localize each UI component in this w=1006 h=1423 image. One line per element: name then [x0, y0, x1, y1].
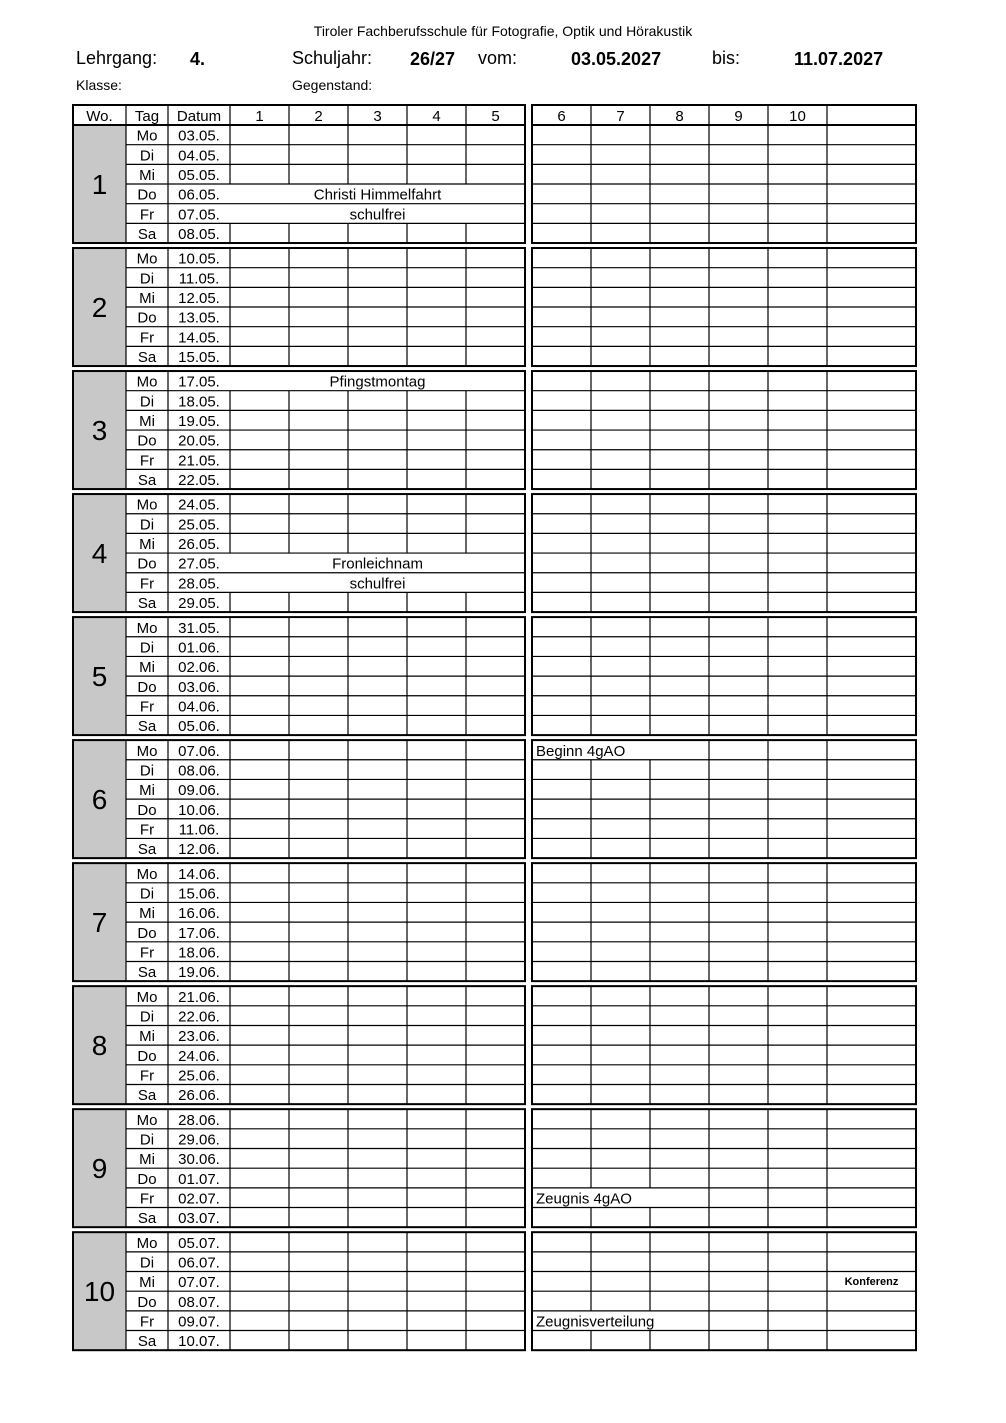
column-header: 10	[789, 108, 806, 125]
day-date: 29.05.	[178, 595, 220, 613]
day-name: Mo	[136, 127, 158, 145]
day-name: Di	[139, 639, 155, 657]
gegenstand-label: Gegenstand:	[292, 77, 373, 93]
day-name: Sa	[137, 718, 157, 736]
day-name: Sa	[137, 349, 157, 367]
day-date: 07.06.	[178, 742, 220, 760]
week-number: 5	[91, 661, 108, 693]
day-name: Mi	[139, 167, 155, 185]
day-name: Mi	[139, 782, 155, 800]
vom-value: 03.05.2027	[571, 49, 662, 69]
day-name: Mo	[136, 496, 158, 514]
day-date: 04.05.	[178, 147, 220, 165]
column-header: 7	[616, 108, 625, 125]
week-number: 2	[91, 292, 108, 324]
day-date: 07.05.	[178, 206, 220, 224]
day-name: Di	[139, 393, 155, 411]
week-number: 3	[91, 415, 108, 447]
day-date: 31.05.	[178, 619, 220, 637]
holiday-note: schulfrei	[349, 206, 406, 224]
column-header: 9	[734, 108, 743, 125]
day-date: 15.05.	[178, 349, 220, 367]
day-date: 18.05.	[178, 393, 220, 411]
day-name: Mi	[139, 1274, 155, 1292]
day-date: 19.05.	[178, 413, 220, 431]
day-name: Do	[137, 924, 157, 942]
day-date: 06.05.	[178, 186, 220, 204]
day-name: Di	[139, 270, 155, 288]
day-name: Mi	[139, 1028, 155, 1046]
day-date: 11.06.	[178, 821, 220, 839]
event-note: Zeugnisverteilung	[536, 1313, 655, 1331]
day-date: 26.06.	[178, 1087, 220, 1105]
event-note: Konferenz	[844, 1276, 899, 1289]
day-date: 19.06.	[178, 964, 220, 982]
week-number: 9	[91, 1153, 108, 1185]
day-date: 13.05.	[178, 309, 220, 327]
column-header: 5	[491, 108, 500, 125]
day-date: 14.05.	[178, 329, 220, 347]
day-date: 26.05.	[178, 536, 220, 554]
day-date: 17.05.	[178, 373, 220, 391]
day-date: 10.05.	[178, 250, 220, 268]
schuljahr-value: 26/27	[410, 49, 456, 69]
day-name: Mo	[136, 742, 158, 760]
day-date: 14.06.	[178, 865, 220, 883]
day-date: 05.06.	[178, 718, 220, 736]
event-note: Zeugnis 4gAO	[536, 1190, 632, 1208]
day-date: 05.07.	[178, 1234, 220, 1252]
day-date: 30.06.	[178, 1151, 220, 1169]
bis-label: bis:	[712, 48, 741, 68]
week-number: 10	[83, 1276, 116, 1308]
day-date: 29.06.	[178, 1131, 220, 1149]
day-name: Di	[139, 1131, 155, 1149]
week-number: 1	[91, 169, 108, 201]
day-name: Mo	[136, 988, 158, 1006]
day-name: Sa	[137, 1087, 157, 1105]
day-name: Sa	[137, 595, 157, 613]
day-name: Do	[137, 309, 157, 327]
day-date: 27.05.	[178, 555, 220, 573]
holiday-note: Pfingstmontag	[329, 373, 426, 391]
vom-label: vom:	[478, 48, 518, 68]
day-name: Fr	[139, 944, 155, 962]
column-header: Wo.	[86, 108, 113, 125]
day-date: 15.06.	[178, 885, 220, 903]
column-header: 1	[255, 108, 264, 125]
day-name: Mo	[136, 1234, 158, 1252]
day-date: 25.06.	[178, 1067, 220, 1085]
day-date: 12.06.	[178, 841, 220, 859]
day-name: Mo	[136, 619, 158, 637]
day-name: Mo	[136, 373, 158, 391]
day-date: 03.07.	[178, 1210, 220, 1228]
day-name: Mi	[139, 536, 155, 554]
column-header: 2	[314, 108, 323, 125]
day-name: Sa	[137, 472, 157, 490]
day-date: 28.06.	[178, 1111, 220, 1129]
day-name: Sa	[137, 841, 157, 859]
week-number: 7	[91, 907, 108, 939]
day-date: 05.05.	[178, 167, 220, 185]
day-date: 20.05.	[178, 432, 220, 450]
day-date: 21.06.	[178, 988, 220, 1006]
day-name: Fr	[139, 1190, 155, 1208]
day-date: 23.06.	[178, 1028, 220, 1046]
day-date: 11.05.	[178, 270, 220, 288]
column-header: 8	[675, 108, 684, 125]
day-name: Di	[139, 762, 155, 780]
day-date: 24.05.	[178, 496, 220, 514]
day-date: 21.05.	[178, 452, 220, 470]
lehrgang-label: Lehrgang:	[76, 48, 158, 68]
holiday-note: schulfrei	[349, 575, 406, 593]
day-date: 08.07.	[178, 1293, 220, 1311]
day-name: Fr	[139, 1313, 155, 1331]
day-name: Mi	[139, 290, 155, 308]
week-number: 8	[91, 1030, 108, 1062]
holiday-note: Christi Himmelfahrt	[313, 186, 442, 204]
day-name: Di	[139, 1008, 155, 1026]
column-header: 4	[432, 108, 441, 125]
lehrgang-value: 4.	[190, 49, 206, 69]
column-header: 3	[373, 108, 382, 125]
day-date: 10.07.	[178, 1333, 220, 1351]
day-name: Mo	[136, 865, 158, 883]
day-name: Fr	[139, 452, 155, 470]
day-name: Fr	[139, 821, 155, 839]
day-name: Do	[137, 555, 157, 573]
holiday-note: Fronleichnam	[332, 555, 423, 573]
day-name: Do	[137, 678, 157, 696]
day-name: Sa	[137, 964, 157, 982]
column-header: Tag	[134, 108, 160, 125]
day-date: 01.07.	[178, 1170, 220, 1188]
day-date: 09.06.	[178, 782, 220, 800]
day-date: 08.06.	[178, 762, 220, 780]
day-date: 22.05.	[178, 472, 220, 490]
day-name: Mo	[136, 250, 158, 268]
day-date: 01.06.	[178, 639, 220, 657]
day-name: Sa	[137, 1333, 157, 1351]
day-date: 08.05.	[178, 226, 220, 244]
day-name: Do	[137, 1047, 157, 1065]
event-note: Beginn 4gAO	[536, 742, 626, 760]
day-name: Do	[137, 432, 157, 450]
day-name: Mo	[136, 1111, 158, 1129]
day-name: Do	[137, 1170, 157, 1188]
day-date: 18.06.	[178, 944, 220, 962]
day-date: 17.06.	[178, 924, 220, 942]
day-date: 10.06.	[178, 801, 220, 819]
day-date: 03.06.	[178, 678, 220, 696]
day-date: 16.06.	[178, 905, 220, 923]
header-row-right	[532, 105, 916, 125]
day-name: Di	[139, 885, 155, 903]
day-date: 09.07.	[178, 1313, 220, 1331]
day-name: Sa	[137, 226, 157, 244]
schuljahr-label: Schuljahr:	[292, 48, 373, 68]
school-name: Tiroler Fachberufsschule für Fotografie, Optik und Hörakustik	[313, 23, 693, 39]
day-name: Do	[137, 801, 157, 819]
day-name: Di	[139, 516, 155, 534]
day-date: 24.06.	[178, 1047, 220, 1065]
day-name: Fr	[139, 1067, 155, 1085]
day-name: Do	[137, 1293, 157, 1311]
day-name: Do	[137, 186, 157, 204]
day-date: 25.05.	[178, 516, 220, 534]
day-date: 04.06.	[178, 698, 220, 716]
day-name: Sa	[137, 1210, 157, 1228]
day-name: Di	[139, 147, 155, 165]
day-date: 02.07.	[178, 1190, 220, 1208]
day-name: Di	[139, 1254, 155, 1272]
week-number: 6	[91, 784, 108, 816]
week-number: 4	[91, 538, 108, 570]
day-date: 28.05.	[178, 575, 220, 593]
day-name: Mi	[139, 659, 155, 677]
column-header: Datum	[176, 108, 222, 125]
day-date: 07.07.	[178, 1274, 220, 1292]
day-date: 12.05.	[178, 290, 220, 308]
day-name: Fr	[139, 206, 155, 224]
day-name: Mi	[139, 413, 155, 431]
day-date: 02.06.	[178, 659, 220, 677]
day-date: 06.07.	[178, 1254, 220, 1272]
day-name: Fr	[139, 575, 155, 593]
column-header: 6	[557, 108, 566, 125]
klasse-label: Klasse:	[76, 77, 122, 93]
bis-value: 11.07.2027	[794, 49, 884, 69]
day-name: Mi	[139, 905, 155, 923]
day-name: Mi	[139, 1151, 155, 1169]
day-date: 22.06.	[178, 1008, 220, 1026]
day-date: 03.05.	[178, 127, 220, 145]
day-name: Fr	[139, 698, 155, 716]
day-name: Fr	[139, 329, 155, 347]
